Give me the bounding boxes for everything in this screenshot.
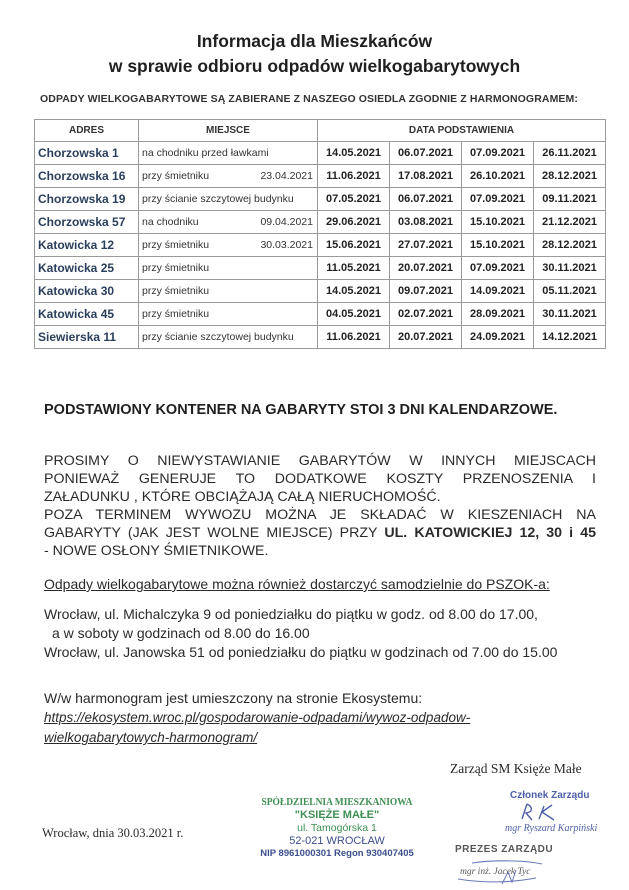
address-cell: Katowicka 30 xyxy=(35,280,139,303)
date-cell: 24.09.2021 xyxy=(462,326,534,349)
date-cell: 15.10.2021 xyxy=(462,234,534,257)
ekosystem-link-line2[interactable]: wielkogabarytowych-harmonogram/ xyxy=(44,730,258,745)
date-cell: 04.05.2021 xyxy=(318,303,390,326)
date-cell: 06.07.2021 xyxy=(390,188,462,211)
date-cell: 03.08.2021 xyxy=(390,211,462,234)
place-text: przy śmietniku xyxy=(142,262,210,274)
stamp-line5: NIP 8961000301 Regon 930407405 xyxy=(260,848,414,859)
place-text: przy śmietniku xyxy=(142,170,210,182)
place-text: przy śmietniku xyxy=(142,308,210,320)
place-date-note: 09.04.2021 xyxy=(260,216,313,228)
place-cell xyxy=(139,211,318,234)
date-cell: 05.11.2021 xyxy=(534,280,606,303)
date-cell: 07.05.2021 xyxy=(318,188,390,211)
address-cell: Katowicka 45 xyxy=(35,303,139,326)
date-cell: 28.12.2021 xyxy=(534,234,606,257)
table-row xyxy=(35,188,606,211)
place-cell xyxy=(139,188,318,211)
place-cell xyxy=(139,303,318,326)
address-cell: Chorzowska 1 xyxy=(35,142,139,165)
place-cell xyxy=(139,280,318,303)
place-cell xyxy=(139,165,318,188)
table-row xyxy=(35,234,606,257)
date-cell: 28.12.2021 xyxy=(534,165,606,188)
date-cell: 15.10.2021 xyxy=(462,211,534,234)
date-cell: 14.05.2021 xyxy=(318,280,390,303)
address-cell: Chorzowska 57 xyxy=(35,211,139,234)
pszok-line1: Wrocław, ul. Michalczyka 9 od poniedziałku do piątku w godz. od 8.00 do 17.00, xyxy=(44,606,538,622)
member-signature xyxy=(518,801,558,823)
date-cell: 29.06.2021 xyxy=(318,211,390,234)
place-cell xyxy=(139,257,318,280)
notice-p2-line2 xyxy=(44,524,596,542)
notice-p2-address: UL. KATOWICKIEJ 12, 30 i 45 xyxy=(384,525,596,541)
stamp-line4: 52-021 WROCŁAW xyxy=(289,835,385,847)
date-cell: 09.07.2021 xyxy=(390,280,462,303)
notice-p2-line1: POZA TERMINEM WYWOZU MOŻNA JE SKŁADAĆ W KIESZENIACH NA xyxy=(44,507,596,523)
date-cell: 07.09.2021 xyxy=(462,188,534,211)
date-cell: 11.06.2021 xyxy=(318,165,390,188)
stamp-line1: SPÓŁDZIELNIA MIESZKANIOWA xyxy=(261,797,413,808)
header-date: DATA PODSTAWIENIA xyxy=(318,120,606,142)
schedule-intro: ODPADY WIELKOGABARYTOWE SĄ ZABIERANE Z NASZEGO OSIEDLA ZGODNIE Z HARMONOGRAMEM: xyxy=(40,93,578,105)
ekosystem-link-line1[interactable]: https://ekosystem.wroc.pl/gospodarowanie-odpadami/wywoz-odpadow- xyxy=(44,710,471,725)
table-row xyxy=(35,211,606,234)
page-subtitle: w sprawie odbioru odpadów wielkogabarytowych xyxy=(108,56,521,76)
date-cell: 07.09.2021 xyxy=(462,142,534,165)
ekosystem-intro: W/w harmonogram jest umieszczony na stronie Ekosystemu: xyxy=(44,690,423,706)
table-row xyxy=(35,165,606,188)
date-cell: 30.11.2021 xyxy=(534,257,606,280)
member-title-stamp: Członek Zarządu xyxy=(510,790,590,801)
table-header-row xyxy=(35,120,606,142)
address-cell: Chorzowska 19 xyxy=(35,188,139,211)
place-text: przy ścianie szczytowej budynku xyxy=(142,193,294,205)
date-cell: 30.11.2021 xyxy=(534,303,606,326)
member-name: mgr Ryszard Karpiński xyxy=(505,823,598,834)
place-text: przy ścianie szczytowej budynku xyxy=(142,331,294,343)
schedule-table xyxy=(34,119,606,349)
notice-p2-text: GABARYTY (JAK JEST WOLNE MIEJSCE) PRZY xyxy=(44,525,385,541)
president-title: PREZES ZARZĄDU xyxy=(455,844,554,855)
date-cell: 15.06.2021 xyxy=(318,234,390,257)
date-cell: 02.07.2021 xyxy=(390,303,462,326)
cooperative-stamp xyxy=(252,797,422,859)
notice-p1-line3: ZAŁADUNKU , KTÓRE OBCIĄŻAJĄ CAŁĄ NIERUCHOMOŚĆ. xyxy=(44,489,441,505)
stamp-line2: "KSIĘŻE MAŁE" xyxy=(294,809,380,821)
date-cell: 21.12.2021 xyxy=(534,211,606,234)
place-date-note: 30.03.2021 xyxy=(260,239,313,251)
place-text: przy śmietniku xyxy=(142,285,210,297)
date-cell: 11.05.2021 xyxy=(318,257,390,280)
table-row xyxy=(35,257,606,280)
place-text: na chodniku xyxy=(142,216,199,228)
header-place: MIEJSCE xyxy=(139,120,318,142)
address-cell: Katowicka 25 xyxy=(35,257,139,280)
address-cell: Chorzowska 16 xyxy=(35,165,139,188)
president-name: mgr inż. Jacek Tyc xyxy=(460,867,531,877)
date-cell: 17.08.2021 xyxy=(390,165,462,188)
date-cell: 14.09.2021 xyxy=(462,280,534,303)
address-cell: Siewierska 11 xyxy=(35,326,139,349)
date-cell: 26.10.2021 xyxy=(462,165,534,188)
date-cell: 26.11.2021 xyxy=(534,142,606,165)
table-row xyxy=(35,303,606,326)
page-title: Informacja dla Mieszkańców xyxy=(196,31,433,51)
pszok-heading: Odpady wielkogabarytowe można również dostarczyć samodzielnie do PSZOK-a: xyxy=(44,576,550,592)
date-cell: 20.07.2021 xyxy=(390,326,462,349)
date-cell: 09.11.2021 xyxy=(534,188,606,211)
notice-p1-line2: PONIEWAŻ GENERUJE TO DODATKOWE KOSZTY PRZENOSZENIA I xyxy=(44,471,596,487)
table-row xyxy=(35,142,606,165)
pszok-line2: a w soboty w godzinach od 8.00 do 16.00 xyxy=(52,625,310,641)
date-cell: 14.05.2021 xyxy=(318,142,390,165)
place-text: przy śmietniku xyxy=(142,239,210,251)
stamp-line3: ul. Tamogórska 1 xyxy=(297,822,377,834)
place-cell xyxy=(139,234,318,257)
place-date-note: 23.04.2021 xyxy=(260,170,313,182)
address-cell: Katowicka 12 xyxy=(35,234,139,257)
date-cell: 27.07.2021 xyxy=(390,234,462,257)
table-row xyxy=(35,326,606,349)
pszok-line3: Wrocław, ul. Janowska 51 od poniedziałku do piątku w godzinach od 7.00 do 15.00 xyxy=(44,644,558,660)
date-cell: 06.07.2021 xyxy=(390,142,462,165)
place-cell xyxy=(139,326,318,349)
place-date: Wrocław, dnia 30.03.2021 r. xyxy=(42,826,184,840)
container-notice: PODSTAWIONY KONTENER NA GABARYTY STOI 3 DNI KALENDARZOWE. xyxy=(44,402,558,418)
header-address: ADRES xyxy=(35,120,139,142)
date-cell: 11.06.2021 xyxy=(318,326,390,349)
table-row xyxy=(35,280,606,303)
board-label: Zarząd SM Księże Małe xyxy=(450,761,582,776)
date-cell: 20.07.2021 xyxy=(390,257,462,280)
notice-p2-line3: - NOWE OSŁONY ŚMIETNIKOWE. xyxy=(44,543,269,559)
place-cell xyxy=(139,142,318,165)
notice-p1-line1: PROSIMY O NIEWYSTAWIANIE GABARYTÓW W INNYCH MIEJSCACH xyxy=(44,453,596,469)
date-cell: 14.12.2021 xyxy=(534,326,606,349)
date-cell: 07.09.2021 xyxy=(462,257,534,280)
place-text: na chodniku przed ławkami xyxy=(142,147,269,159)
date-cell: 28.09.2021 xyxy=(462,303,534,326)
